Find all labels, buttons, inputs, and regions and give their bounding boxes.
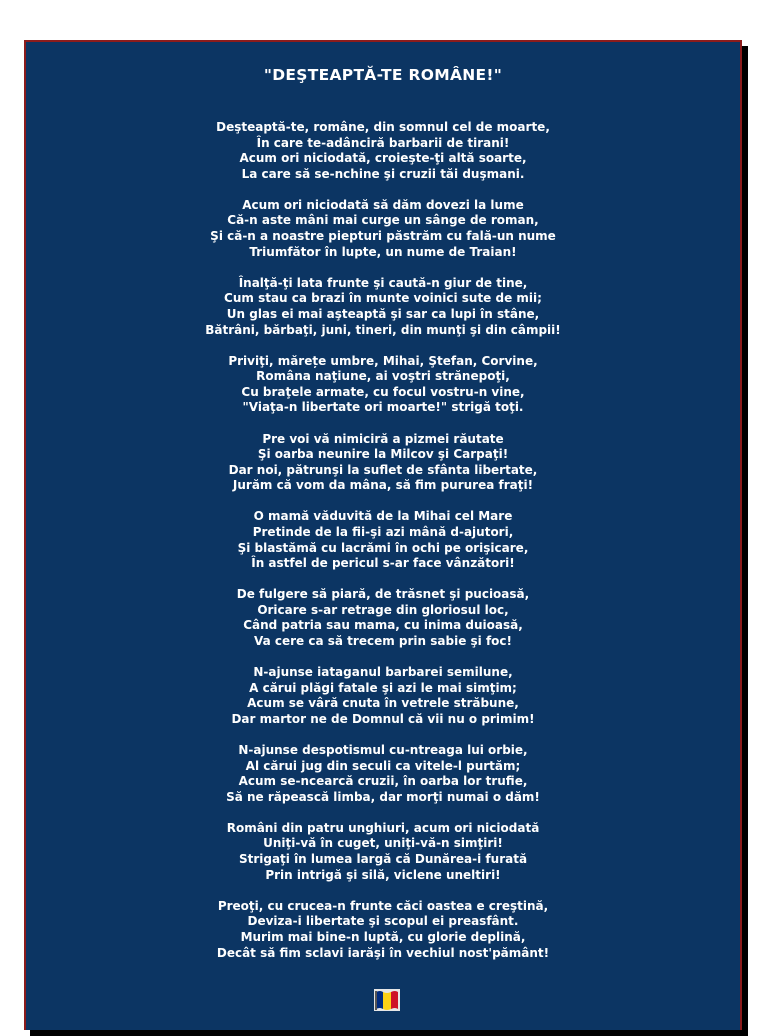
poem-line: Acum ori niciodată, croieşte-ţi altă soarte, [239, 151, 527, 166]
poem-line: În care te-adânciră barbarii de tirani! [256, 135, 510, 150]
poem-line: La care să se-nchine şi cruzii tăi duşmani. [241, 166, 525, 181]
poem-stanza [26, 276, 740, 338]
poem-line: Deviza-i libertate şi scopul ei preasfânt. [247, 914, 519, 929]
poem-stanza [26, 198, 740, 260]
poem-line: N-ajunse despotismul cu-ntreaga lui orbie, [238, 743, 528, 757]
poem-line: Preoţi, cu crucea-n frunte căci oastea e creştină, [217, 898, 549, 913]
poem-panel [24, 40, 742, 1030]
poem-line: O mamă văduvită de la Mihai cel Mare [253, 509, 513, 524]
poem-line: Să ne răpească limba, dar morţi numai o dăm! [226, 789, 540, 804]
poem-line: Priviţi, mărețe umbre, Mihai, Ştefan, Corvine, [228, 353, 538, 368]
poem-line: Şi că-n a noastre piepturi păstrăm cu fală-un nume [210, 229, 556, 244]
poem-line: Acum se vâră cnuta în vetrele străbune, [247, 696, 519, 711]
poem-line: Români din patru unghiuri, acum ori niciodată [226, 820, 540, 835]
poem-line: A cărui plăgi fatale şi azi le mai simţim; [249, 680, 517, 695]
poem-line: Triumfător în lupte, un nume de Traian! [249, 244, 517, 259]
poem-stanza [26, 587, 740, 649]
poem-line: Decât să fim sclavi iarăşi în vechiul nost'pământ! [216, 945, 550, 960]
poem-line: Când patria sau mama, cu inima duioasă, [243, 618, 523, 633]
poem-title: "DEŞTEAPTĂ-TE ROMÂNE!" [263, 66, 503, 84]
poem-line: În astfel de pericul s-ar face vânzători! [251, 556, 515, 571]
poem-line: Pre voi vă nimiciră a pizmei răutate [262, 431, 504, 446]
poem-line: Acum se-ncearcă cruzii, în oarba lor trufie, [238, 774, 528, 789]
poem-line: Bătrâni, bărbaţi, juni, tineri, din munţi şi din câmpii! [205, 322, 561, 337]
poem-line: Cum stau ca brazi în munte voinici sute de mii; [224, 291, 542, 306]
poem-stanza [26, 509, 740, 571]
poem-line: Româna naţiune, ai voştri strănepoţi, [256, 369, 510, 384]
poem-stanza [26, 743, 740, 805]
poem-stanza [26, 665, 740, 727]
poem-line: Cu braţele armate, cu focul vostru-n vine, [241, 384, 525, 399]
poem-line: Al cărui jug din seculi ca vitele-l purtăm; [245, 758, 521, 773]
poem-line: Oricare s-ar retrage din gloriosul loc, [257, 602, 509, 617]
poem-line: Acum ori niciodată să dăm dovezi la lume [242, 197, 524, 212]
poem-line: Va cere ca să trecem prin sabie şi foc! [253, 634, 512, 649]
poem-line: N-ajunse iataganul barbarei semilune, [253, 665, 513, 680]
poem-stanza [26, 354, 740, 416]
romanian-flag-icon[interactable] [372, 988, 402, 1012]
poem-line: Uniţi-vă în cuget, uniţi-vă-n simţiri! [263, 836, 503, 851]
poem-stanza [26, 120, 740, 182]
poem-line: Prin intrigă şi silă, viclene uneltiri! [265, 867, 501, 882]
poem-line: Deşteaptă-te, române, din somnul cel de moarte, [216, 120, 550, 134]
poem-stanza [26, 899, 740, 961]
poem-line: Dar noi, pătrunşi la suflet de sfânta libertate, [228, 462, 538, 477]
poem-body [26, 120, 740, 977]
poem-line: Că-n aste mâni mai curge un sânge de roman, [227, 213, 539, 228]
poem-line: Pretinde de la fii-şi azi mână d-ajutori, [252, 524, 514, 539]
poem-stanza [26, 432, 740, 494]
poem-stanza [26, 821, 740, 883]
poem-line: Un glas ei mai aşteaptă şi sar ca lupi în stâne, [226, 306, 540, 321]
poem-line: De fulgere să piară, de trăsnet şi pucioasă, [236, 587, 530, 602]
poem-line: Şi blastămă cu lacrămi în ochi pe orişicare, [237, 540, 529, 555]
poem-line: Strigaţi în lumea largă că Dunărea-i furată [238, 852, 528, 867]
poem-line: Dar martor ne de Domnul că vii nu o primim! [231, 711, 535, 726]
poem-line: Murim mai bine-n luptă, cu glorie deplină, [240, 929, 526, 944]
poem-line: "Viaţa-n libertate ori moarte!" strigă toţi. [242, 400, 524, 415]
poem-line: Jurăm că vom da mâna, să fim pururea fraţi! [232, 478, 534, 493]
poem-line: Şi oarba neunire la Milcov şi Carpaţi! [257, 447, 509, 462]
poem-line: Înalţă-ţi lata frunte şi caută-n giur de tine, [238, 275, 528, 290]
